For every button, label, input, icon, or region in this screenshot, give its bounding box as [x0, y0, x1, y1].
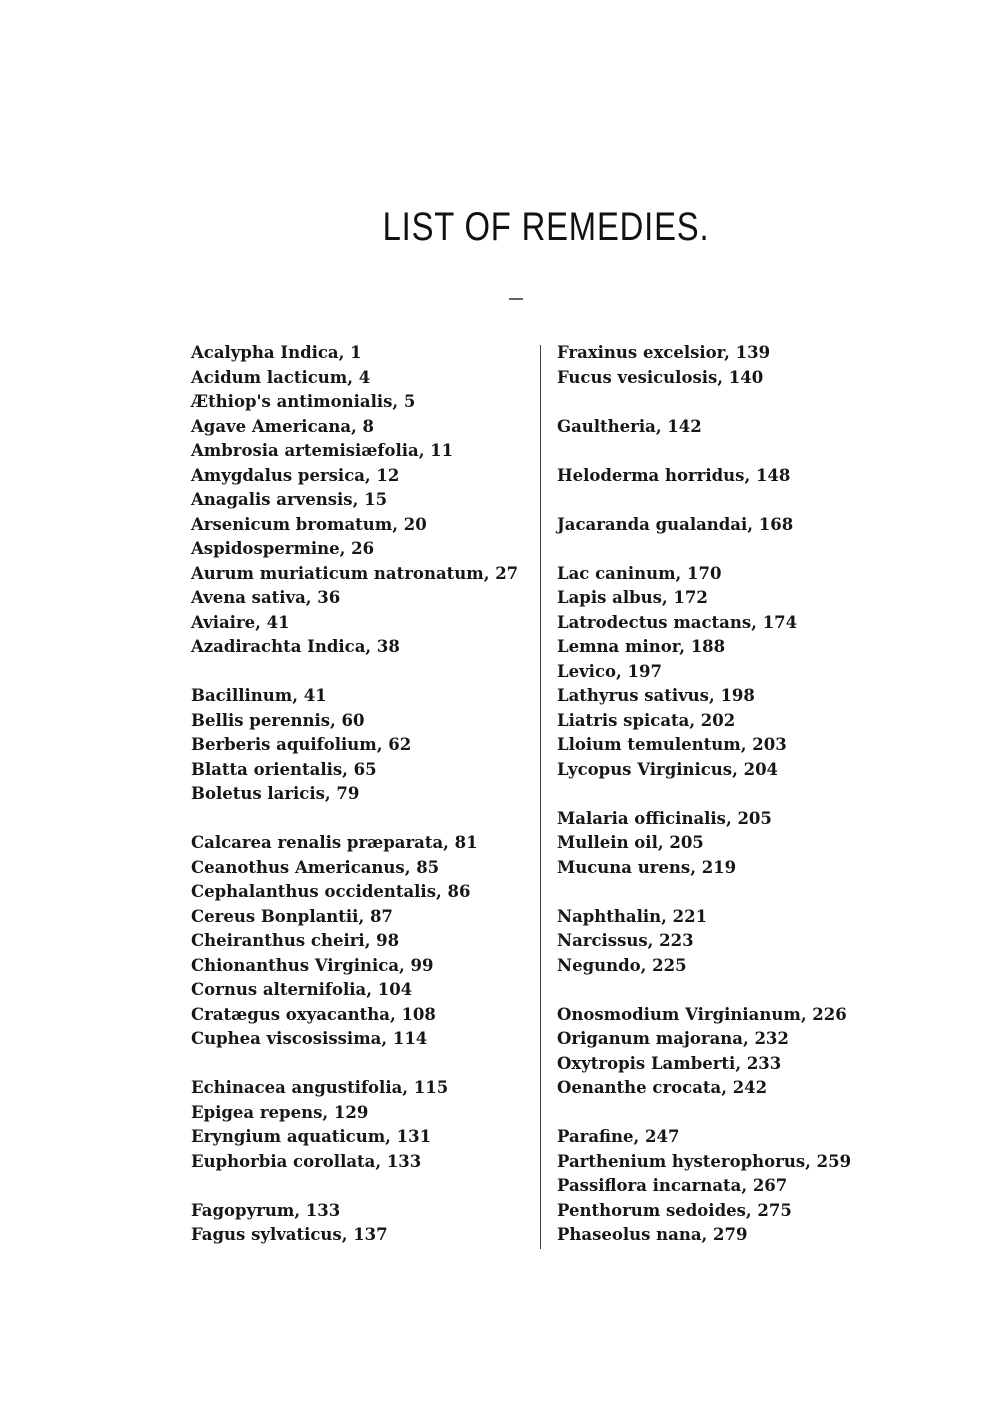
- group-m: [557, 807, 877, 881]
- list-item: Mullein oil, 205: [557, 833, 704, 852]
- list-item: Parafine, 247: [557, 1127, 680, 1146]
- group-h: [557, 464, 877, 489]
- list-item: Lac caninum, 170: [557, 563, 722, 583]
- group-l: [557, 562, 877, 783]
- list-item: Onosmodium Virginianum, 226: [557, 1004, 847, 1024]
- list-item: Calcarea renalis præparata, 81: [191, 833, 478, 852]
- column-divider: [540, 345, 541, 1249]
- list-item: Blatta orientalis, 65: [191, 759, 377, 779]
- list-item: Aurum muriaticum natronatum, 27: [191, 563, 519, 583]
- list-item: Gaultheria, 142: [557, 416, 702, 436]
- list-item: Fucus vesiculosis, 140: [557, 367, 764, 387]
- list-item: Azadirachta Indica, 38: [191, 637, 400, 656]
- group-e: [191, 1076, 531, 1174]
- list-item: Phaseolus nana, 279: [557, 1225, 748, 1244]
- list-item: Parthenium hysterophorus, 259: [557, 1151, 852, 1171]
- list-item: Fraxinus excelsior, 139: [557, 343, 771, 362]
- list-item: Amygdalus persica, 12: [191, 465, 400, 485]
- list-item: Agave Americana, 8: [191, 416, 374, 436]
- list-item: Lloium temulentum, 203: [557, 735, 787, 754]
- list-item: Lathyrus sativus, 198: [557, 686, 755, 705]
- list-item: Fagopyrum, 133: [191, 1200, 341, 1220]
- group-n: [557, 905, 877, 979]
- list-item: Origanum majorana, 232: [557, 1029, 789, 1048]
- list-item: Cheiranthus cheiri, 98: [191, 931, 400, 950]
- list-item: Oxytropis Lamberti, 233: [557, 1053, 782, 1073]
- group-p: [557, 1125, 877, 1248]
- group-j: [557, 513, 877, 538]
- list-item: Aviaire, 41: [191, 612, 290, 632]
- left-column: [191, 341, 531, 1272]
- list-item: Lycopus Virginicus, 204: [557, 759, 779, 779]
- list-item: Cereus Bonplantii, 87: [191, 906, 393, 926]
- list-item: Narcissus, 223: [557, 931, 694, 950]
- list-item: Epigea repens, 129: [191, 1102, 369, 1122]
- list-item: Malaria officinalis, 205: [557, 808, 772, 828]
- list-item: Oenanthe crocata, 242: [557, 1078, 768, 1097]
- group-f-cont: [557, 341, 877, 390]
- list-item: Cratægus oxyacantha, 108: [191, 1004, 436, 1024]
- page-title: LIST OF REMEDIES.: [382, 205, 710, 249]
- list-item: Eryngium aquaticum, 131: [191, 1127, 432, 1146]
- list-item: Lapis albus, 172: [557, 588, 708, 607]
- group-c: [191, 831, 531, 1052]
- list-item: Cephalanthus occidentalis, 86: [191, 882, 471, 901]
- title-ornament: [509, 298, 523, 300]
- list-item: Ceanothus Americanus, 85: [191, 857, 440, 877]
- list-item: Boletus laricis, 79: [191, 784, 360, 803]
- list-item: Penthorum sedoides, 275: [557, 1200, 792, 1220]
- group-b: [191, 684, 531, 807]
- list-item: Bellis perennis, 60: [191, 710, 365, 730]
- list-item: Chionanthus Virginica, 99: [191, 955, 434, 975]
- group-o: [557, 1003, 877, 1101]
- list-item: Fagus sylvaticus, 137: [191, 1225, 388, 1244]
- list-item: Liatris spicata, 202: [557, 710, 736, 730]
- group-a: [191, 341, 531, 660]
- list-item: Echinacea angustifolia, 115: [191, 1078, 449, 1097]
- group-f: [191, 1199, 531, 1248]
- list-item: Mucuna urens, 219: [557, 857, 737, 877]
- right-column: [557, 341, 877, 1272]
- list-item: Naphthalin, 221: [557, 906, 708, 926]
- list-item: Acalypha Indica, 1: [191, 343, 362, 362]
- list-item: Avena sativa, 36: [191, 588, 341, 607]
- list-item: Aspidospermine, 26: [191, 539, 375, 558]
- list-item: Cuphea viscosissima, 114: [191, 1029, 428, 1048]
- list-item: Euphorbia corollata, 133: [191, 1151, 422, 1171]
- list-item: Negundo, 225: [557, 955, 687, 975]
- list-item: Berberis aquifolium, 62: [191, 735, 412, 754]
- group-g: [557, 415, 877, 440]
- list-item: Jacaranda gualandai, 168: [557, 514, 794, 534]
- list-item: Ambrosia artemisiæfolia, 11: [191, 441, 454, 460]
- list-item: Bacillinum, 41: [191, 686, 327, 705]
- list-item: Levico, 197: [557, 661, 662, 681]
- list-item: Lemna minor, 188: [557, 637, 726, 656]
- list-item: Anagalis arvensis, 15: [191, 490, 388, 509]
- list-item: Arsenicum bromatum, 20: [191, 514, 427, 534]
- list-item: Acidum lacticum, 4: [191, 367, 371, 387]
- list-item: Passiflora incarnata, 267: [557, 1176, 788, 1195]
- list-item: Latrodectus mactans, 174: [557, 612, 798, 632]
- list-item: Heloderma horridus, 148: [557, 465, 791, 485]
- list-item: Cornus alternifolia, 104: [191, 980, 413, 999]
- list-item: Æthiop's antimonialis, 5: [191, 392, 416, 411]
